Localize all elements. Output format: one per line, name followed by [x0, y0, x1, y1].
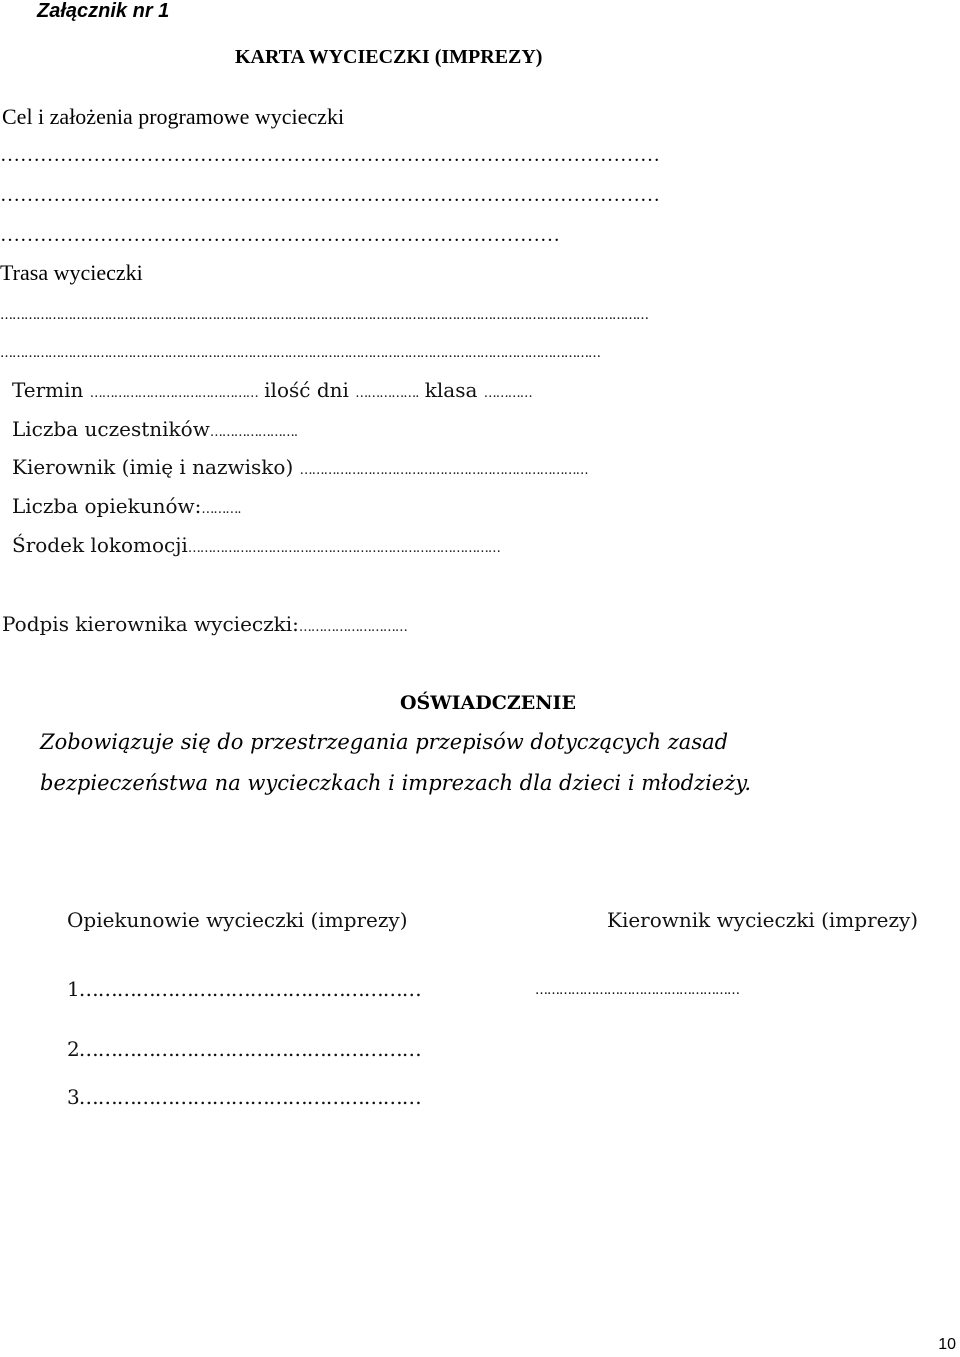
guardians-count-label: Liczba opiekunów:: [12, 494, 202, 518]
guardians-count-row: [12, 494, 241, 518]
route-label: Trasa wycieczki: [0, 260, 143, 285]
term-label: Termin: [12, 378, 84, 402]
guardian-signature-1[interactable]: [67, 977, 421, 1001]
guardian-1-line[interactable]: 1………………………………………………: [67, 977, 421, 1001]
declaration-line-1: Zobowiązuje się do przestrzegania przepisów dotyczących zasad: [40, 730, 729, 754]
guardian-2-line[interactable]: 2………………………………………………: [67, 1037, 421, 1061]
days-field[interactable]: …………….: [355, 386, 419, 401]
document-title: KARTA WYCIECZKI (IMPREZY): [235, 46, 543, 68]
students-label: Liczba uczestników: [12, 417, 210, 441]
transport-field[interactable]: ……………………………………………………………………: [187, 541, 500, 556]
class-label: klasa: [424, 378, 478, 402]
term-row: [12, 378, 532, 402]
days-label: ilość dni: [264, 378, 349, 402]
route-line-1[interactable]: ………………………………………………………………………………………………………………………………………………: [0, 308, 648, 323]
transport-row: [12, 533, 500, 557]
leader-signature-line[interactable]: ……………………………………………: [535, 983, 739, 998]
guardian-signature-2[interactable]: [67, 1037, 421, 1061]
attachment-label: Załącznik nr 1: [37, 0, 170, 22]
goal-label: Cel i założenia programowe wycieczki: [2, 104, 345, 129]
goal-line-2[interactable]: ………………………………………………………………………………………: [0, 184, 660, 206]
guardian-3-line[interactable]: 3………………………………………………: [67, 1085, 421, 1109]
guardians-header: Opiekunowie wycieczki (imprezy): [67, 908, 408, 932]
page-number: 10: [938, 1336, 956, 1353]
students-field[interactable]: ………………….: [209, 425, 297, 440]
leader-row: [12, 455, 588, 479]
term-field[interactable]: ……………………………………: [89, 386, 258, 401]
class-field[interactable]: …………: [483, 386, 532, 401]
students-row: [12, 417, 297, 441]
leader-signature-row: [2, 612, 407, 636]
leader-header: Kierownik wycieczki (imprezy): [607, 908, 919, 932]
route-line-2[interactable]: ……………………………………………………………………………………………………………………………………: [0, 346, 600, 361]
declaration-line-2: bezpieczeństwa na wycieczkach i imprezach dla dzieci i młodzieży.: [40, 771, 752, 795]
guardians-count-field[interactable]: ……….: [201, 502, 241, 517]
leader-signature-field[interactable]: ………………………: [298, 620, 407, 635]
declaration-title: OŚWIADCZENIE: [400, 692, 576, 714]
goal-line-3[interactable]: …………………………………………………………………………: [0, 224, 560, 246]
guardian-signature-3[interactable]: [67, 1085, 421, 1109]
leader-field[interactable]: ………………………………………………………………: [299, 463, 588, 478]
transport-label: Środek lokomocji: [12, 533, 188, 557]
leader-label: Kierownik (imię i nazwisko): [12, 455, 294, 479]
goal-line-1[interactable]: ………………………………………………………………………………………: [0, 144, 660, 166]
leader-signature-label: Podpis kierownika wycieczki:: [2, 612, 299, 636]
